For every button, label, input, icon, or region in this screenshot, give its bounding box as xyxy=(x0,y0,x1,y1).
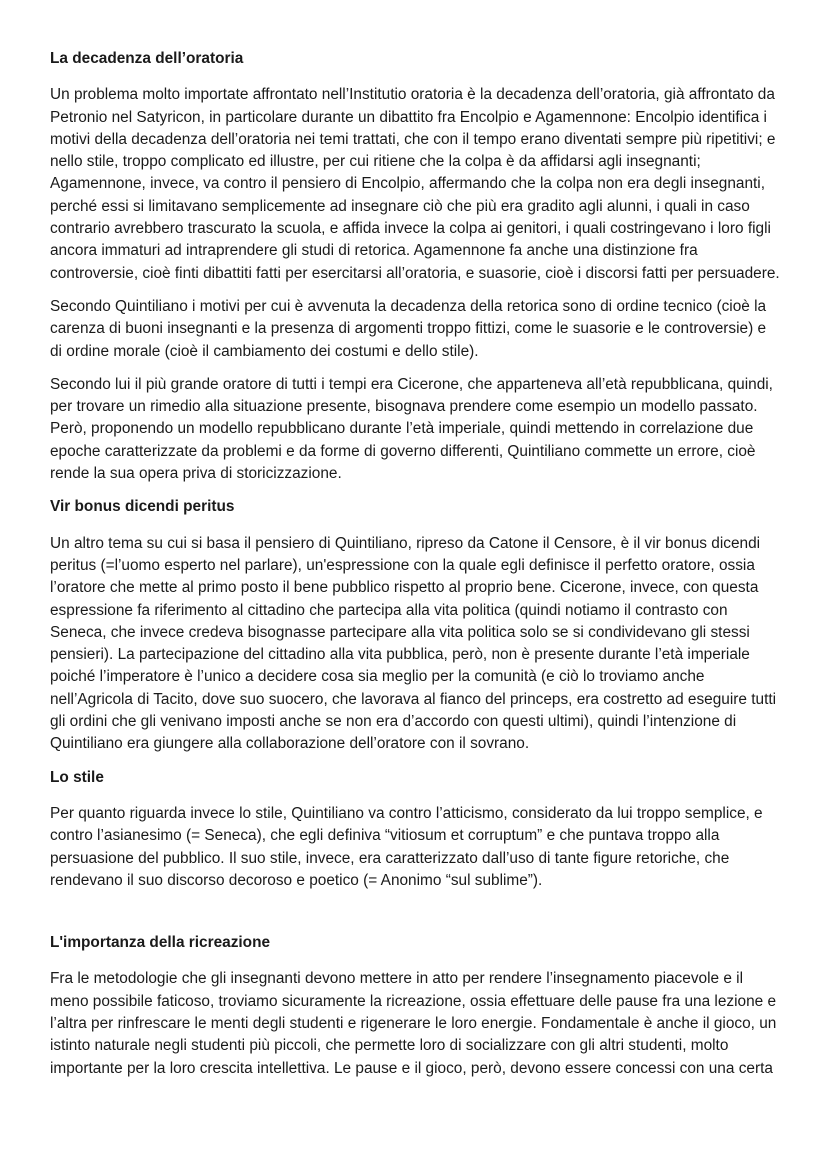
section-heading-vir-bonus: Vir bonus dicendi peritus xyxy=(50,498,235,516)
paragraph-ricreazione-1: Fra le metodologie che gli insegnanti devono mettere in atto per rendere l’insegnamento piacevole e il meno possibile faticoso, troviamo sicuramente la ricreazione, ossia effettuare delle pause fra una lezione e l’altra per rinfrescare le menti degli studenti e rigenerare le loro energie. Fondamentale è anche il gioco, un istinto naturale negli studenti più piccoli, che permette loro di socializzare con gli altri studenti, molto importante per la loro crescita intellettiva. Le pause e il gioco, però, devono essere concessi con una certa xyxy=(50,970,777,1077)
paragraph-stile-1: Per quanto riguarda invece lo stile, Quintiliano va contro l’atticismo, considerato da lui troppo semplice, e contro l’asianesimo (= Seneca), che egli definiva “vitiosum et corruptum” e che puntava troppo alla persuasione del pubblico. Il suo stile, invece, era caratterizzato dall’uso di tante figure retoriche, che rendevano il suo discorso decoroso e poetico (= Anonimo “sul sublime”). xyxy=(50,804,763,889)
document-page xyxy=(50,48,782,1091)
paragraph-vir-bonus-1: Un altro tema su cui si basa il pensiero di Quintiliano, ripreso da Catone il Censore, è il vir bonus dicendi peritus (=l’uomo esperto nel parlare), un'espressione con la quale egli definisce il perfetto oratore, ossia l’oratore che mette al primo posto il bene pubblico rispetto al proprio bene. Cicerone, invece, con questa espressione fa riferimento al cittadino che partecipa alla vita politica (quindi notiamo il contrasto con Seneca, che invece credeva bisognasse partecipare alla vita politica solo se si condividevano gli stessi pensieri). La partecipazione del cittadino alla vita pubblica, però, non è presente durante l’età imperiale poiché l’imperatore è l’unico a decidere cosa sia meglio per la comunità (e ciò lo troviamo anche nell’Agricola di Tacito, dove suo suocero, che lavorava al fianco del princeps, era costretto ad eseguire tutti gli ordini che gli venivano imposti anche se non era d’accordo con questi ultimi), quindi l’intenzione di Quintiliano era giungere alla collaborazione dell’oratore con il sovrano. xyxy=(50,534,777,753)
section-heading-stile: Lo stile xyxy=(50,768,104,786)
section-heading-ricreazione: L'importanza della ricreazione xyxy=(50,934,271,952)
section-heading-decadenza: La decadenza dell’oratoria xyxy=(50,50,244,67)
section-spacer xyxy=(50,903,782,932)
paragraph-decadenza-2: Secondo Quintiliano i motivi per cui è avvenuta la decadenza della retorica sono di ordine tecnico (cioè la carenza di buoni insegnanti e la presenza di argomenti troppo fittizi, come le suasorie e le controversie) e di ordine morale (cioè il cambiamento dei costumi e dello stile). xyxy=(50,297,767,360)
paragraph-decadenza-1: Un problema molto importate affrontato nell’Institutio oratoria è la decadenza dell’oratoria, già affrontato da Petronio nel Satyricon, in particolare durante un dibattito fra Encolpio e Agamennone: Encolpio identifica i motivi della decadenza dell’oratoria nei temi trattati, che con il tempo erano diventati sempre più ripetitivi; e nello stile, troppo complicato ed illustre, per cui ritiene che la colpa è da affidarsi agli insegnanti; Agamennone, invece, va contro il pensiero di Encolpio, affermando che la colpa non era degli insegnanti, perché essi si limitavano semplicemente ad insegnare ciò che più era gradito agli alunni, i quali in caso contrario avrebbero trascurato la scuola, e affida invece la colpa ai genitori, i quali costringevano i loro figli ancora immaturi ad intraprendere gli studi di retorica. Agamennone fa anche una distinzione fra controversie, cioè finti dibattiti fatti per esercitarsi all’oratoria, e suasorie, cioè i discorsi fatti per persuadere. xyxy=(50,86,780,282)
paragraph-decadenza-3: Secondo lui il più grande oratore di tutti i tempi era Cicerone, che apparteneva all’età repubblicana, quindi, per trovare un rimedio alla situazione presente, bisognava prendere come esempio un modello passato. Però, proponendo un modello repubblicano durante l’età imperiale, quindi mettendo in correlazione due epoche caratterizzate da problemi e da forme di governo differenti, Quintiliano commette un errore, cioè rende la sua opera priva di storicizzazione. xyxy=(50,375,773,483)
